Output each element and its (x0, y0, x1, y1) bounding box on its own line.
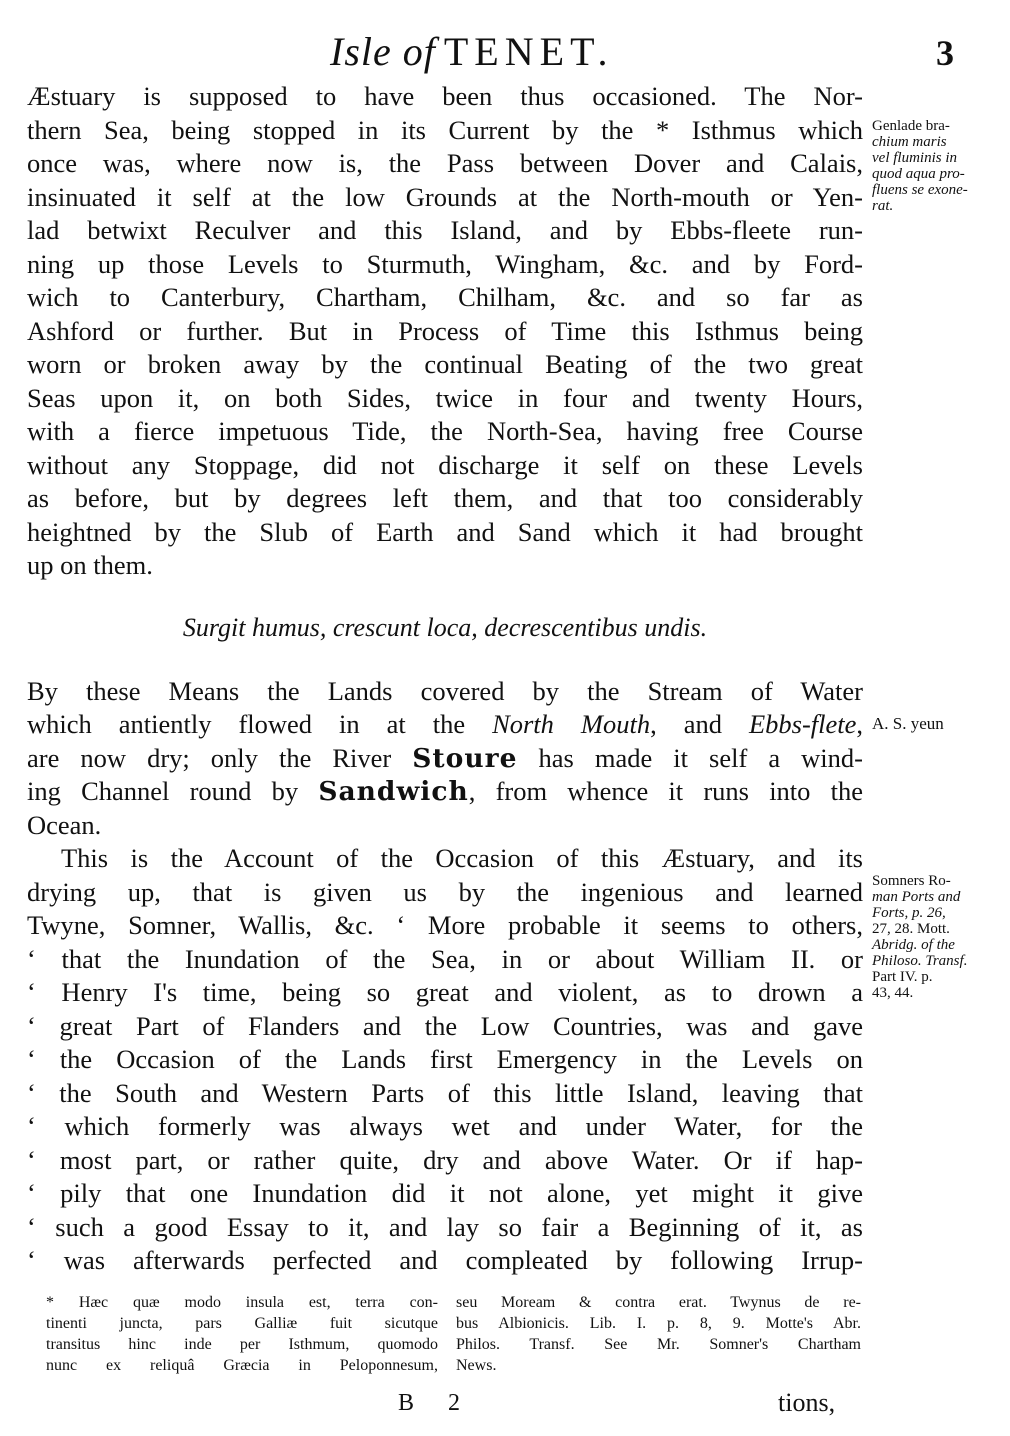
sidenote-line: fluens se exone- (872, 182, 968, 198)
sidenote-anglo-saxon: A. S. yeun (872, 714, 944, 733)
place-name: Ebbs-flete (748, 709, 857, 739)
footnote-line: * Hæc quæ modo insula est, terra con- (46, 1294, 438, 1311)
sidenote-genlade (872, 118, 968, 214)
text-line: as before, but by degrees left them, and that too considerably (27, 483, 863, 513)
sidenote-line: Somners Ro- (872, 873, 951, 889)
text-line: ‘ which formerly was always wet and under Water, for the (27, 1111, 863, 1141)
footnote-right-column (456, 1292, 861, 1376)
signature-mark: B 2 (398, 1390, 475, 1416)
text-span: has made it self a wind- (517, 742, 863, 773)
text-line: Æstuary is supposed to have been thus occasioned. The Nor- (27, 81, 863, 111)
running-title (330, 28, 614, 75)
text-line: thern Sea, being stopped in its Current by the * Isthmus which (27, 114, 863, 145)
catchword: tions, (778, 1388, 836, 1417)
text-span: , from whence it runs into the (468, 776, 864, 806)
sidenote-line: Genlade bra- (872, 118, 950, 134)
blackletter-word: Stoure (412, 742, 518, 774)
footnote-line: Philos. Transf. See Mr. Somner's Chartham (456, 1336, 861, 1353)
text-line: insinuated it self at the low Grounds at the North-mouth or Yen- (27, 181, 863, 212)
sidenote-line: Forts, p. 26, (872, 905, 946, 921)
footnote-line: nunc ex reliquâ Græcia in Peloponnesum, (46, 1357, 438, 1374)
text-span: are now dry; only the River (27, 742, 413, 773)
footnote-line: seu Moream & contra erat. Twynus de re- (456, 1294, 861, 1311)
text-line: with a fierce impetuous Tide, the North-Sea, having free Course (27, 416, 863, 446)
paragraph-1 (27, 80, 863, 583)
text-line: ‘ was afterwards perfected and compleated by following Irrup- (27, 1245, 863, 1275)
text-line: ‘ the Occasion of the Lands first Emergency in the Levels on (27, 1044, 863, 1074)
sidenote-somners (872, 873, 967, 1001)
text-span: ing Channel round by (27, 776, 319, 806)
text-line: lad betwixt Reculver and this Island, and by Ebbs-fleete run- (27, 215, 863, 245)
text-line: Seas upon it, on both Sides, twice in four and twenty Hours, (27, 382, 863, 413)
text-line: ‘ the South and Western Parts of this little Island, leaving that (27, 1077, 863, 1108)
sidenote-line: man Ports and (872, 889, 961, 905)
footnote-left-column (46, 1292, 438, 1376)
text-line: Twyne, Somner, Wallis, &c. ‘ More probable it seems to others, (27, 910, 863, 940)
sidenote-line: chium maris (872, 134, 947, 150)
text-span: which antiently flowed in at the (27, 709, 493, 739)
footnote-line: transitus hinc inde per Isthmum, quomodo (46, 1336, 438, 1353)
sidenote-line: Part IV. p. (872, 969, 933, 985)
running-header (0, 28, 1010, 78)
text-line (27, 775, 863, 809)
text-line: ‘ pily that one Inundation did it not alone, yet might it give (27, 1178, 863, 1208)
text-line: Ashford or further. But in Process of Time this Isthmus being (27, 315, 863, 346)
page-number: 3 (936, 33, 954, 73)
title-caps: TENET. (443, 29, 614, 74)
text-line: heightned by the Slub of Earth and Sand which it had brought (27, 516, 863, 547)
text-line: ‘ such a good Essay to it, and lay so fair a Beginning of it, as (27, 1211, 863, 1242)
place-name: North Mouth (492, 709, 651, 739)
title-italic: Isle of (330, 29, 436, 74)
text-line: ning up those Levels to Sturmuth, Wingham, &c. and by Ford- (27, 248, 863, 279)
sidenote-line: 43, 44. (872, 985, 914, 1001)
text-line: drying up, that is given us by the ingenious and learned (27, 876, 863, 907)
text-line: By these Means the Lands covered by the Stream of Water (27, 675, 863, 706)
text-line: once was, where now is, the Pass between Dover and Calais, (27, 148, 863, 178)
text-line: up on them. (27, 550, 153, 580)
footnote-line: tinenti juncta, pars Galliæ fuit sicutque (46, 1315, 438, 1332)
text-line: This is the Account of the Occasion of this Æstuary, and its (61, 843, 863, 873)
sidenote-line: Philoso. Transf. (872, 953, 968, 969)
paragraph-2 (27, 675, 863, 843)
sidenote-line: vel fluminis in (872, 150, 957, 166)
text-line: without any Stoppage, did not discharge it self on these Levels (27, 449, 863, 480)
main-text (27, 80, 863, 1278)
sidenote-line: 27, 28. Mott. (872, 921, 950, 937)
sidenote-line: Abridg. of the (872, 937, 955, 953)
sidenote-line: quod aqua pro- (872, 166, 965, 182)
text-span: , (856, 709, 864, 739)
text-line: ‘ most part, or rather quite, dry and above Water. Or if hap- (27, 1144, 863, 1175)
text-line (27, 708, 863, 742)
sidenote-line: rat. (872, 198, 894, 214)
text-span: , and (650, 709, 749, 739)
footnote-line: News. (456, 1357, 497, 1374)
text-line (27, 742, 863, 776)
footnote-line: bus Albionicis. Lib. I. p. 8, 9. Motte's Abr. (456, 1315, 861, 1332)
latin-verse: Surgit humus, crescunt loca, decrescentibus undis. (182, 612, 708, 642)
text-line: ‘ great Part of Flanders and the Low Countries, was and gave (27, 1010, 863, 1041)
blackletter-word: Sandwich (318, 776, 469, 807)
paragraph-3 (27, 842, 863, 1278)
text-line: ‘ that the Inundation of the Sea, in or about William II. or (27, 943, 863, 974)
text-line: ‘ Henry I's time, being so great and violent, as to drown a (27, 977, 863, 1007)
text-line: wich to Canterbury, Chartham, Chilham, &c. and so far as (27, 282, 863, 312)
text-line: Ocean. (27, 809, 102, 840)
text-line: worn or broken away by the continual Beating of the two great (27, 349, 863, 379)
